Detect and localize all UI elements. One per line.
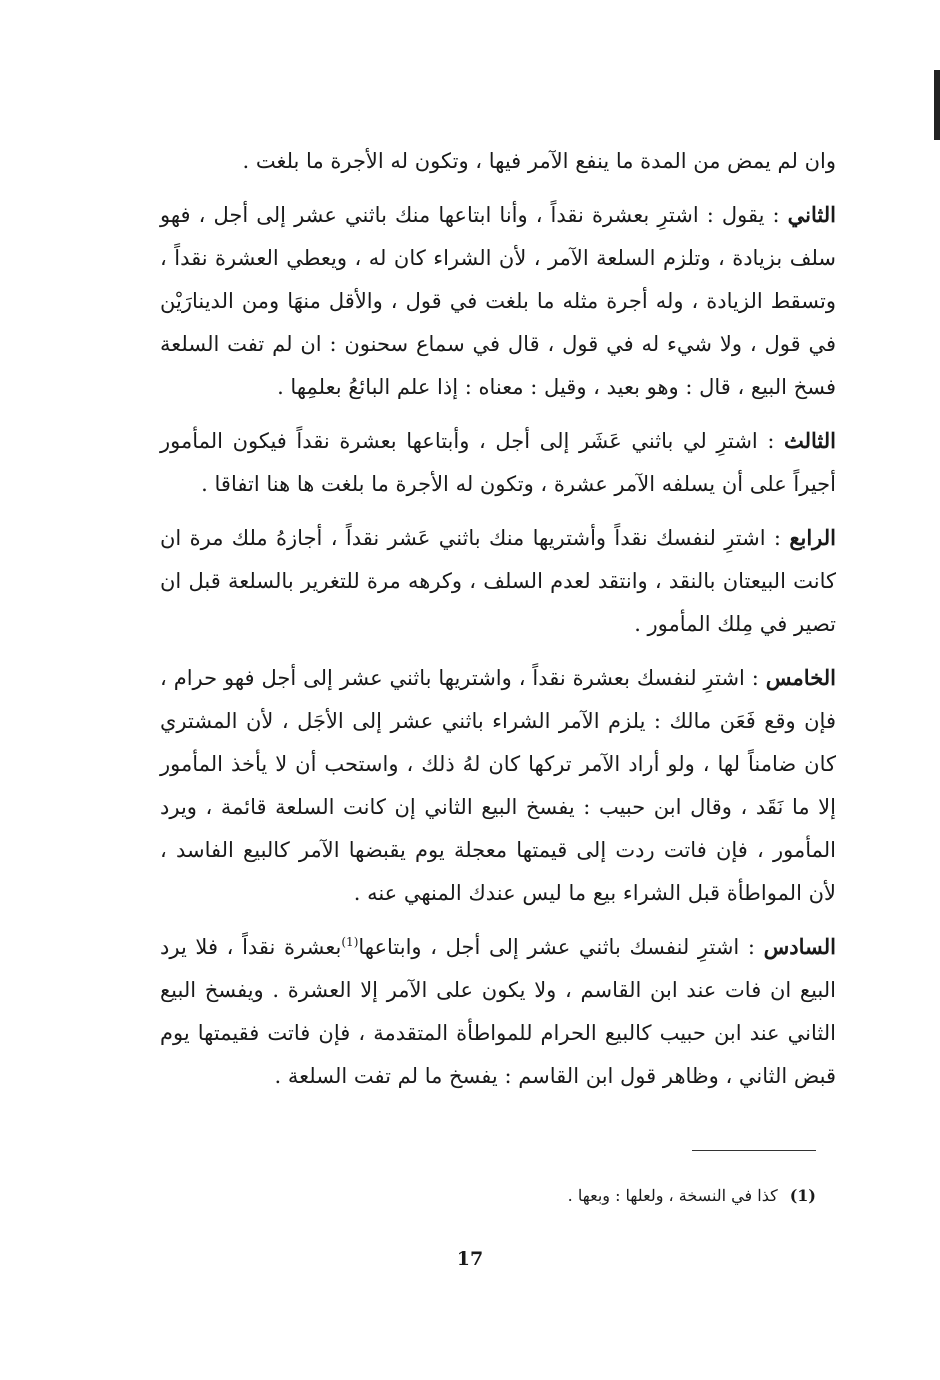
paragraph-text: : اشترِ لنفسك بعشرة نقداً ، واشتريها باثني عشر إلى أجل فهو حرام ، فإن وقع فَعَن مالك : يلزم الآمر الشراء باثني عشر إلى الأجَل ، لأن المشتري كان ضامناً لها ، ولو أراد الآمر تركها كان لهُ ذلك ، واستحب أن لا يأخذ المأمور إلا ما نَقَد ، وقال ابن حبيب : يفسخ البيع الثاني إن كانت السلعة قائمة ، ويرد المأمور ، فإن فاتت ردت إلى قيمتها معجلة يوم يقبضها الآمر كالبيع الفاسد ، لأن المواطأة قبل الشراء بيع ما ليس عندك المنهي عنه . (160, 666, 836, 905)
paragraph-heading: السادس (763, 934, 836, 959)
paragraph-heading: الثاني (787, 202, 836, 227)
footnote-reference: (1) (341, 935, 359, 949)
paragraph-fourth (160, 516, 836, 646)
paragraph-third (160, 419, 836, 506)
paragraph-heading: الرابع (789, 525, 836, 550)
paragraph-heading: الثالث (784, 428, 836, 453)
page-number: 17 (456, 1248, 484, 1270)
paragraph-text: : اشترِ لي باثني عَشَر إلى أجل ، وأبتاعها بعشرة نقداً فيكون المأمور أجيراً على أن يسلفه الآمر عشرة ، وتكون له الأجرة ما بلغت ها هنا اتفاقا . (160, 429, 836, 496)
opening-line: وان لم يمض من المدة ما ينفع الآمر فيها ، وتكون له الأجرة ما بلغت . (242, 149, 836, 173)
paragraph-sixth (160, 925, 836, 1098)
paragraph-fifth (160, 656, 836, 915)
scan-edge-mark (934, 70, 940, 140)
paragraph-text: : يقول : اشترِ بعشرة نقداً ، وأنا ابتاعها منك باثني عشر إلى أجل ، فهو سلف بزيادة ، وتلزم السلعة الآمر ، لأن الشراء كان له ، ويعطي العشرة نقداً ، وتسقط الزيادة ، وله أجرة مثله ما بلغت في قول ، والأقل منهَا ومن الدينارَيْن في قول ، ولا شيء له في قول ، قال في سماع سحنون : ان لم تفت السلعة فسخ البيع ، قال : وهو بعيد ، وقيل : معناه : إذا علم البائعُ بعلمِها . (160, 203, 836, 399)
paragraph-text: : اشترِ لنفسك باثني عشر إلى أجل ، وابتاعها (358, 935, 764, 959)
paragraph-heading: الخامس (765, 665, 836, 690)
page-body (160, 140, 836, 1108)
footnote-divider (692, 1150, 816, 1151)
paragraph-second (160, 193, 836, 409)
paragraph-text: بعشرة نقداً ، فلا يرد البيع ان فات عند ابن القاسم ، ولا يكون على الآمر إلا العشرة . ويفسخ البيع الثاني عند ابن حبيب كالبيع الحرام للمواطأة المتقدمة ، فإن فاتت فقيمتها يوم قبض الثاني ، وظاهر قول ابن القاسم : يفسخ ما لم تفت السلعة . (160, 935, 836, 1088)
footnote-number: (1) (789, 1186, 816, 1205)
footnote (160, 1182, 816, 1210)
footnote-text: كذا في النسخة ، ولعلها : وبعها . (567, 1186, 778, 1205)
paragraph-text: : اشترِ لنفسك نقداً وأشتريها منك باثني عَشر نقداً ، أجازهُ ملك مرة ان كانت البيعتان بالنقد ، وانتقد لعدم السلف ، وكرهه مرة للتغرير بالسلعة قبل ان تصير في مِلك المأمور . (160, 526, 836, 636)
